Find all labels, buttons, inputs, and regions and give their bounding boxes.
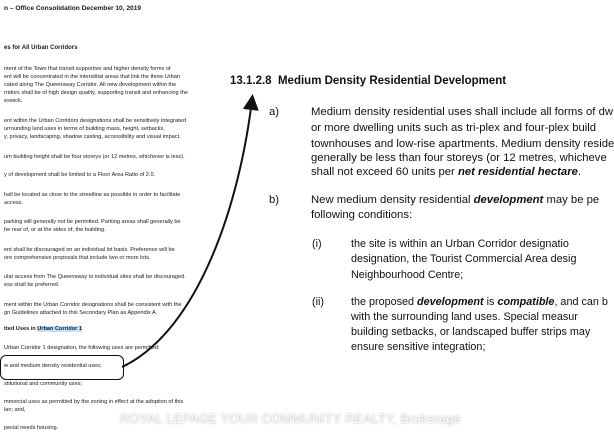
section-heading [230,74,506,88]
subitem-marker: (ii) [312,296,324,308]
para-line: with the surrounding land uses. Special measur [351,311,578,323]
para-line: y, privacy, landscaping, shadow casting, accessibility and visual impact. [4,134,181,140]
list-item: mmercial uses as permitted by the zoning in effect at the adoption of this [4,399,184,405]
emphasis-text: development [473,194,544,206]
para-line: he rear of, or at the sides of, the building. [4,227,106,233]
para-text: . [577,166,582,178]
subitem-marker: (i) [312,238,322,250]
para-line: or more dwelling units such as tri-plex and four-plex build [311,122,597,134]
para-line: ntent of the Town that transit supportive and higher density forms of [4,66,171,72]
item-marker: a) [269,106,280,118]
para-line: parking will generally not be permitted. Parking areas shall generally be [4,219,181,225]
para-line [311,165,581,179]
para-line: building setbacks, or landscaped buffer strips may [351,326,591,338]
para-line: um building height shall be four storeys (or 12 metres, whichever is less). [4,154,185,160]
para-line [351,295,608,309]
para-text: shall not exceed 60 units per [311,166,458,178]
para-line: ment within the Urban Corridor designations shall be consistent with the [4,302,182,308]
para-text: may be pe [543,194,600,206]
para-line: the site is within an Urban Corridor designatio [351,238,569,250]
para-line: designation, the Tourist Commercial Area desig [351,253,577,265]
para-line: ent shall be discouraged on an individual lot basis. Preference will be [4,247,175,253]
list-item-boxed: w and medium density residential uses; [4,363,102,369]
para-line: ular access from The Queensway to individual sites shall be discouraged. [4,274,186,280]
para-line: following conditions: [311,209,413,221]
para-line: Neighbourhood Centre; [351,269,464,281]
list-item: lan; and, [4,407,26,413]
para-line: ore comprehensive proposals that include two or more lots. [4,255,151,261]
emphasis-text: development [417,296,484,308]
para-line: Urban Corridor 1 designation, the following uses are permitted: [4,345,160,351]
right-document-page [220,0,614,432]
para-line [311,193,599,207]
section-number: 13.1.2.8 [230,75,272,87]
para-line: y of development shall be limited to a Floor Area Ratio of 2.0. [4,172,156,178]
emphasis-text: net residential hectare [457,166,578,178]
para-line: rridors shall be of high design quality, supporting transit and enhancing the [4,90,188,96]
para-line: cated along The Queensway Corridor. All new development within the [4,82,177,88]
para-line: Medium density residential uses shall include all forms of dw [311,106,614,118]
para-line: eswick. [4,98,23,104]
para-text: , and can b [554,296,608,308]
para-line: gn Guidelines attached to this Secondary Plan as Appendix A. [4,310,158,316]
watermark: ROYAL LEPAGE YOUR COMMUNITY REALTY, Brokerage [120,412,461,426]
permitted-title-text: tted Uses in [4,326,38,332]
para-line: ess shall be preferred. [4,282,60,288]
para-line: urrounding land uses in terms of building mass, height, setbacks, [4,126,165,132]
para-line: hall be located as close to the streetline as possible in order to facilitate [4,192,181,198]
para-line: access. [4,200,23,206]
page-header: n – Office Consolidation December 10, 2019 [4,5,142,12]
section-title: es for All Urban Corridors [4,45,78,51]
para-line: ensure sensitive integration; [351,341,486,353]
para-line: ent within the Urban Corridors designations shall be sensitively integrated [4,118,186,124]
para-text: is [483,296,498,308]
list-item: stitutional and community uses; [4,381,83,387]
section-title: Medium Density Residential Development [277,75,507,87]
item-marker: b) [269,194,280,206]
list-item: pecial needs housing. [4,425,59,431]
para-line: generally be less than four storeys (or 12 metres, whicheve [311,152,607,164]
para-text: the proposed [351,296,418,308]
para-line: townhouses and low-rise apartments. Medium density reside [311,138,614,150]
para-text: New medium density residential [311,194,474,206]
para-line: ent will be concentrated in the interstitial areas that link the three Urban [4,74,180,80]
emphasis-text: compatible [497,296,555,308]
highlighted-text: Urban Corridor 1 [37,326,83,332]
